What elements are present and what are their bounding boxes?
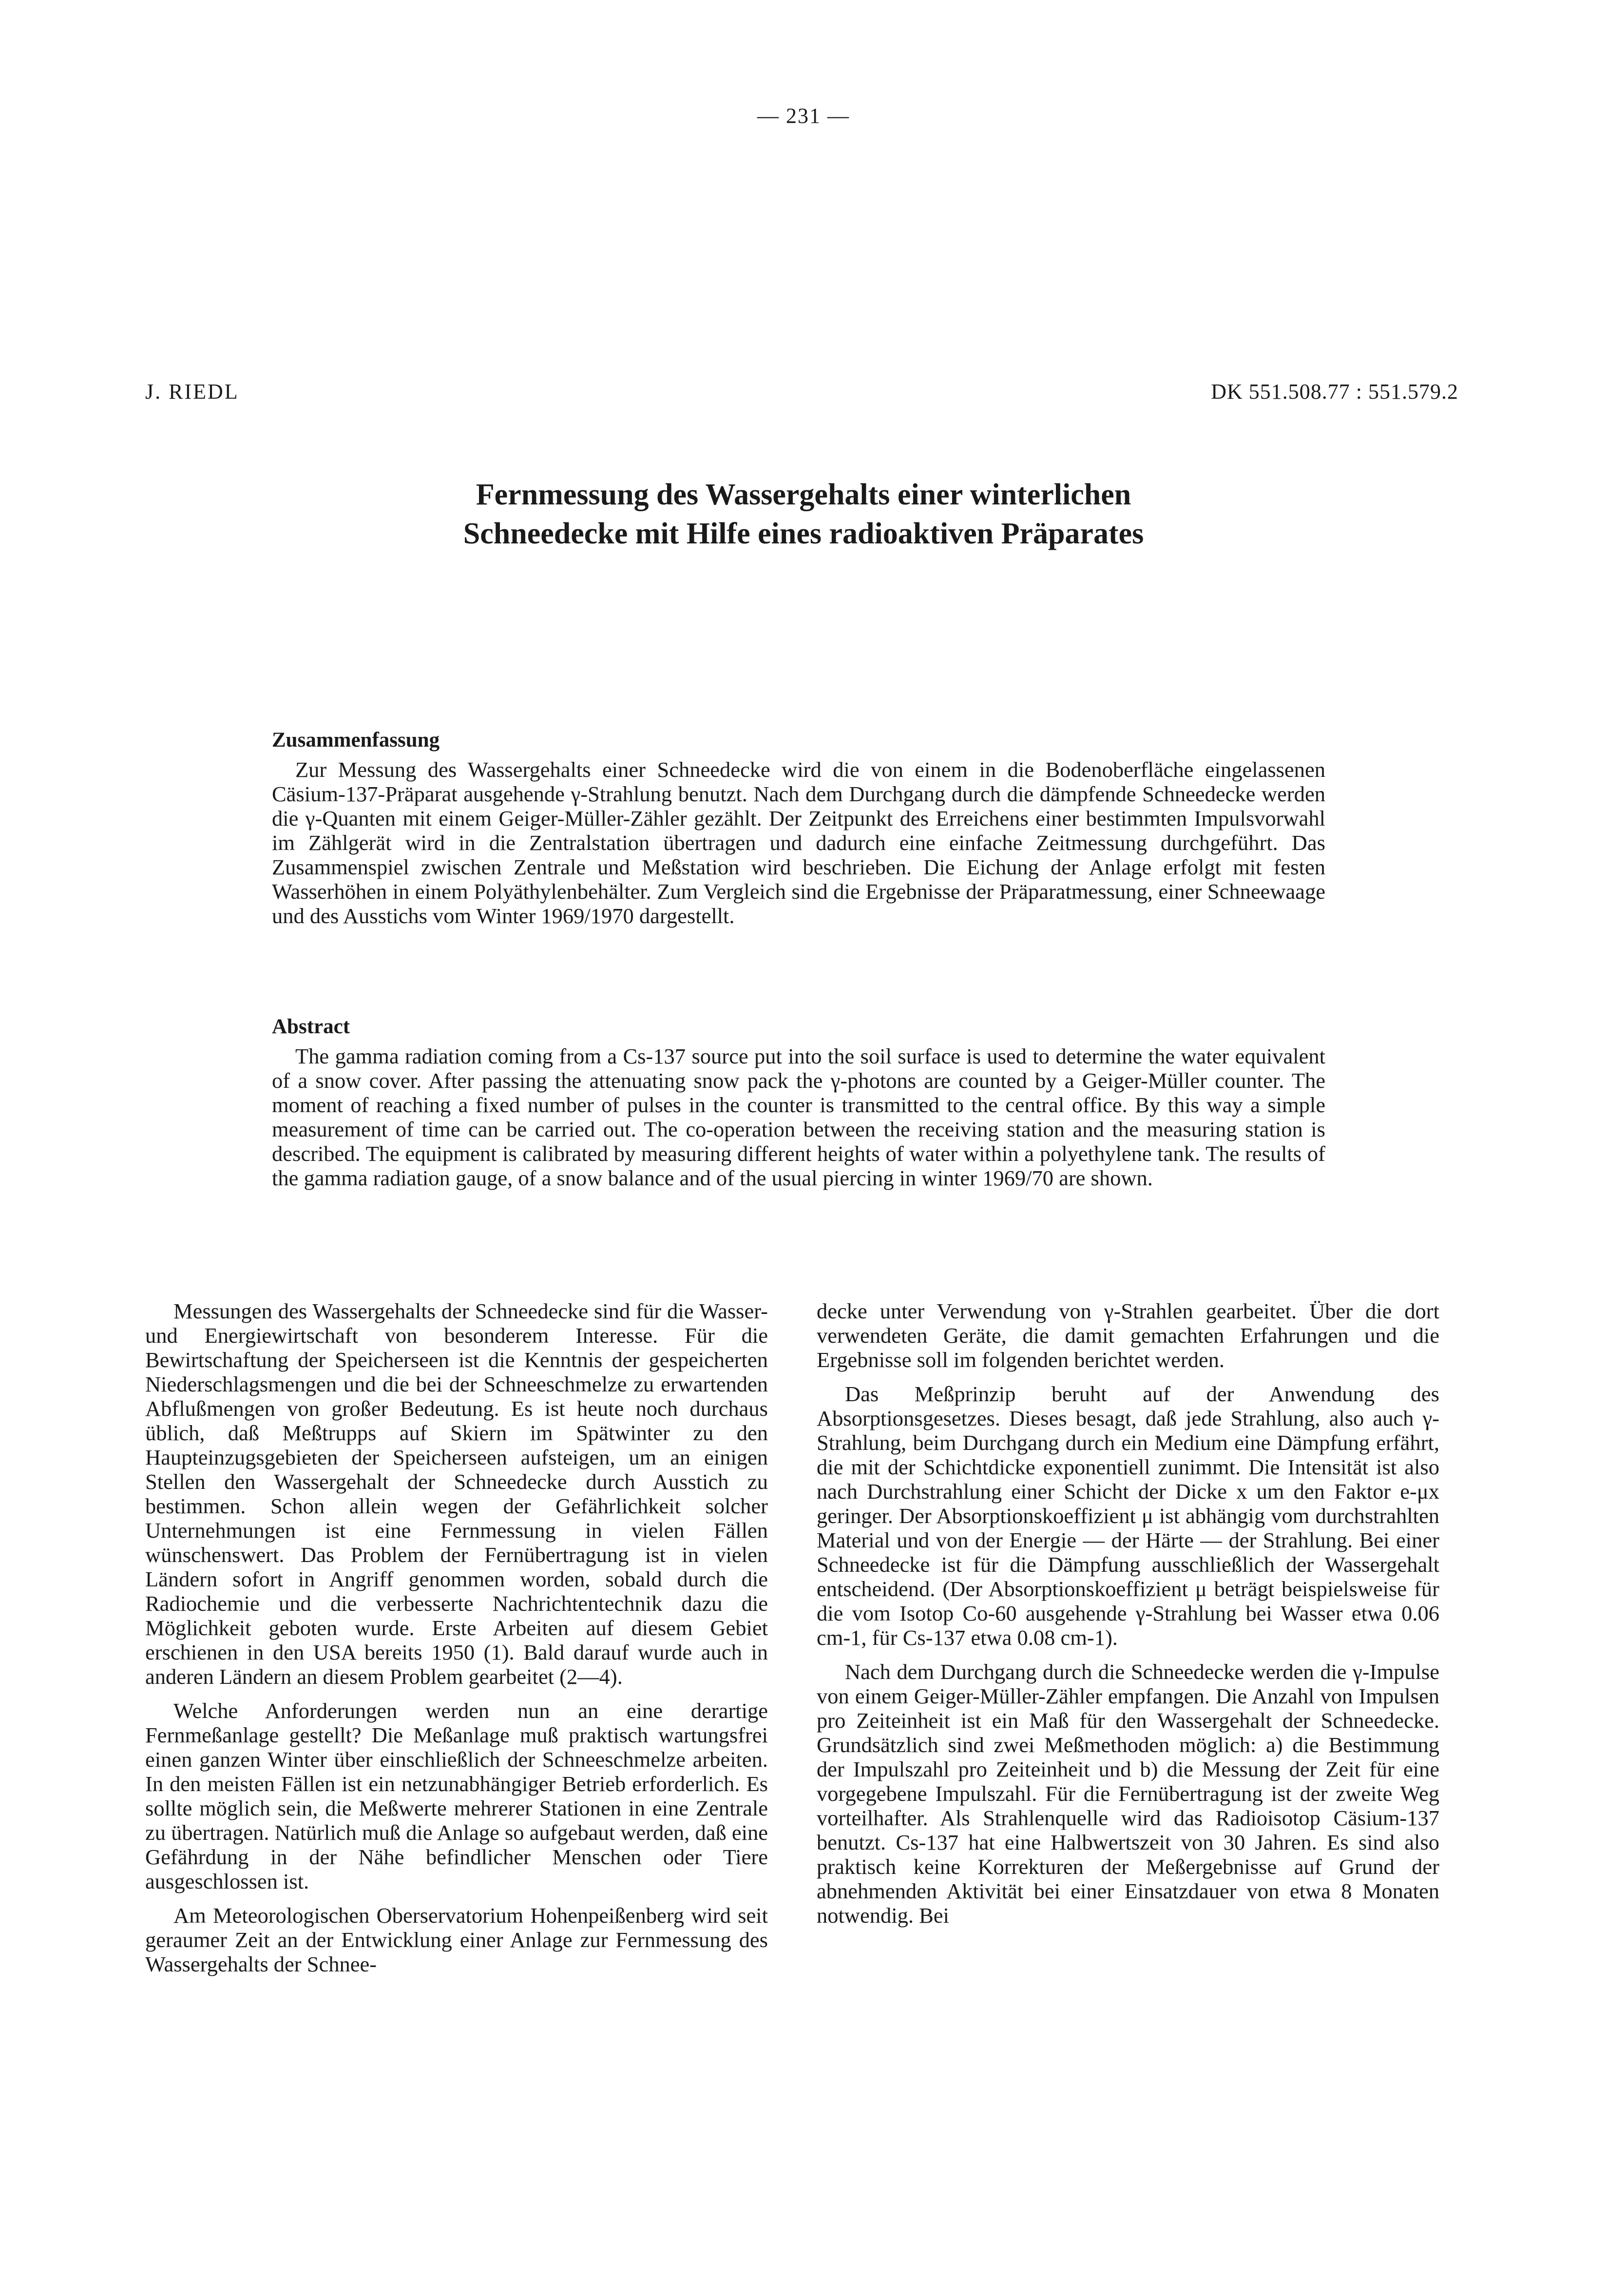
paper-title-line-1: Fernmessung des Wassergehalts einer winterlichen <box>476 478 1131 511</box>
body-paragraph: Welche Anforderungen werden nun an eine derartige Fernmeßanlage gestellt? Die Meßanlage muß praktisch wartungsfrei einen ganzen Winter über einschließlich der Schneeschmelze arbeiten. In den meisten Fällen ist ein netzunabhängiger Betrieb erforderlich. Es sollte möglich sein, die Meßwerte mehrerer Stationen in eine Zentrale zu übertragen. Natürlich muß die Anlage so aufgebaut werden, daß eine Gefährdung in der Nähe befindlicher Menschen oder Tiere ausgeschlossen ist. <box>145 1698 768 1893</box>
author-name: J. RIEDL <box>145 380 239 404</box>
body-column-right <box>817 1299 1439 1937</box>
dk-classification: DK 551.508.77 : 551.579.2 <box>1211 380 1458 404</box>
paper-title <box>0 475 1607 553</box>
paper-title-line-2: Schneedecke mit Hilfe eines radioaktiven Präparates <box>463 517 1144 550</box>
body-paragraph-continuation: decke unter Verwendung von γ-Strahlen gearbeitet. Über die dort verwendeten Geräte, die damit gemachten Erfahrungen und die Ergebnisse soll im folgenden berichtet werden. <box>817 1299 1439 1372</box>
abstract-text: The gamma radiation coming from a Cs-137 source put into the soil surface is used to determine the water equivalent of a snow cover. After passing the attenuating snow pack the γ-photons are counted by a Geiger-Müller counter. The moment of reaching a fixed number of pulses in the counter is transmitted to the central office. By this way a simple measurement of time can be carried out. The co-operation between the receiving station and the measuring station is described. The equipment is calibrated by measuring different heights of water within a polyethylene tank. The results of the gamma radiation gauge, of a snow balance and of the usual piercing in winter 1969/70 are shown. <box>272 1044 1325 1190</box>
page-number: — 231 — <box>757 104 850 128</box>
body-column-left <box>145 1299 768 1986</box>
body-paragraph: Am Meteorologischen Oberservatorium Hohenpeißenberg wird seit geraumer Zeit an der Entwicklung einer Anlage zur Fernmessung des Wassergehalts der Schnee- <box>145 1903 768 1976</box>
body-paragraph: Das Meßprinzip beruht auf der Anwendung des Absorptionsgesetzes. Dieses besagt, daß jede Strahlung, also auch γ-Strahlung, beim Durchgang durch ein Medium eine Dämpfung erfährt, die mit der Schichtdicke exponentiell zunimmt. Die Intensität ist also nach Durchstrahlung einer Schicht der Dicke x um den Faktor e-μx geringer. Der Absorptionskoeffizient μ ist abhängig vom durchstrahlten Material und von der Energie — der Härte — der Strahlung. Bei einer Schneedecke ist für die Dämpfung ausschließlich der Wassergehalt entscheidend. (Der Absorptionskoeffizient μ beträgt beispielsweise für die vom Isotop Co-60 ausgehende γ-Strahlung bei Wasser etwa 0.06 cm-1, für Cs-137 etwa 0.08 cm-1). <box>817 1382 1439 1650</box>
abstract-section <box>272 1015 1325 1190</box>
body-paragraph: Nach dem Durchgang durch die Schneedecke werden die γ-Impulse von einem Geiger-Müller-Zähler empfangen. Die Anzahl von Impulsen pro Zeiteinheit ist ein Maß für den Wassergehalt der Schneedecke. Grundsätzlich sind zwei Meßmethoden möglich: a) die Bestimmung der Impulszahl pro Zeiteinheit und b) die Messung der Zeit für eine vorgegebene Impulszahl. Für die Fernübertragung ist der zweite Weg vorteilhafter. Als Strahlenquelle wird das Radioisotop Cäsium-137 benutzt. Cs-137 hat eine Halbwertszeit von 30 Jahren. Es sind also praktisch keine Korrekturen der Meßergebnisse auf Grund der abnehmenden Aktivität bei einer Einsatzdauer von etwa 8 Monaten notwendig. Bei <box>817 1659 1439 1928</box>
zusammenfassung-heading: Zusammenfassung <box>272 729 440 752</box>
zusammenfassung-text: Zur Messung des Wassergehalts einer Schneedecke wird die von einem in die Bodenoberfläche eingelassenen Cäsium-137-Präparat ausgehende γ-Strahlung benutzt. Nach dem Durchgang durch die dämpfende Schneedecke werden die γ-Quanten mit einem Geiger-Müller-Zähler gezählt. Der Zeitpunkt des Erreichens einer bestimmten Impulsvorwahl im Zählgerät wird in die Zentralstation übertragen und dadurch eine einfache Zeitmessung durchgeführt. Das Zusammenspiel zwischen Zentrale und Meßstation wird beschrieben. Die Eichung der Anlage erfolgt mit festen Wasserhöhen in einem Polyäthylenbehälter. Zum Vergleich sind die Ergebnisse der Präparatmessung, einer Schneewaage und des Ausstichs vom Winter 1969/1970 dargestellt. <box>272 757 1325 928</box>
body-paragraph: Messungen des Wassergehalts der Schneedecke sind für die Wasser- und Energiewirtschaft von besonderem Interesse. Für die Bewirtschaftung der Speicherseen ist die Kenntnis der gespeicherten Niederschlagsmengen und die bei der Schneeschmelze zu erwartenden Abflußmengen von großer Bedeutung. Es ist heute noch durchaus üblich, daß Meßtrupps auf Skiern im Spätwinter zu den Haupteinzugsgebieten der Speicherseen aufsteigen, um an einigen Stellen den Wassergehalt der Schneedecke durch Ausstich zu bestimmen. Schon allein wegen der Gefährlichkeit solcher Unternehmungen ist eine Fernmessung in vielen Fällen wünschenswert. Das Problem der Fernübertragung ist in vielen Ländern sofort in Angriff genommen worden, sobald durch die Radiochemie und die verbesserte Nachrichtentechnik dazu die Möglichkeit geboten wurde. Erste Arbeiten auf diesem Gebiet erschienen in den USA bereits 1950 (1). Bald darauf wurde auch in anderen Ländern an diesem Problem gearbeitet (2—4). <box>145 1299 768 1689</box>
abstract-heading: Abstract <box>272 1015 350 1038</box>
zusammenfassung-section <box>272 728 1325 928</box>
